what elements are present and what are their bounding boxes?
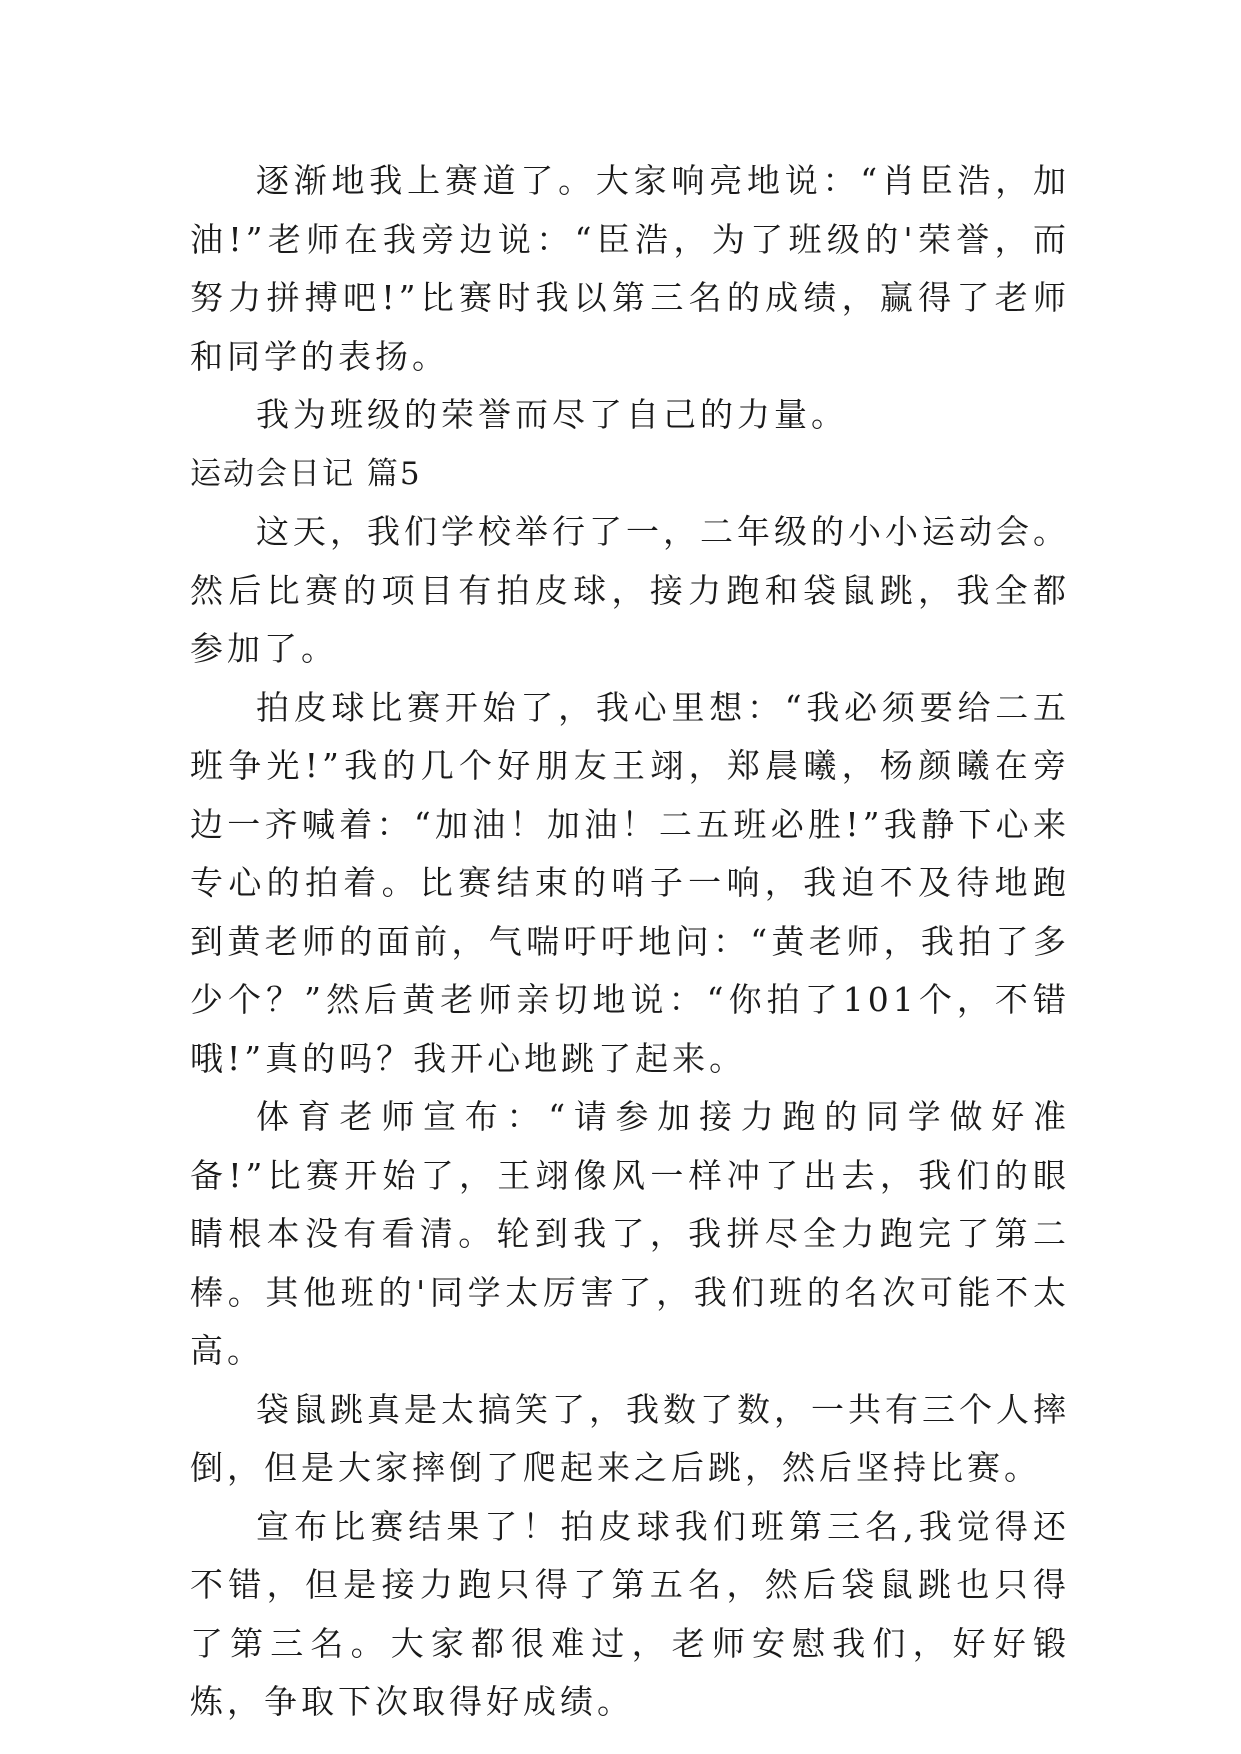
paragraph: 我为班级的荣誉而尽了自己的力量。 <box>256 395 848 434</box>
paragraph: 这天，我们学校举行了一，二年级的小小运动会。然后比赛的项目有拍皮球，接力跑和袋鼠跳，我全都参加了。 <box>190 512 1070 668</box>
paragraph: 袋鼠跳真是太搞笑了，我数了数，一共有三个人摔倒，但是大家摔倒了爬起来之后跳，然后坚持比赛。 <box>190 1389 1070 1487</box>
paragraph: 拍皮球比赛开始了，我心里想：“我必须要给二五班争光!”我的几个好朋友王翊，郑晨曦，杨颜曦在旁边一齐喊着：“加油！加油！二五班必胜!”我静下心来专心的拍着。比赛结束的哨子一响，我迫不及待地跑到黄老师的面前，气喘吁吁地问：“黄老师，我拍了多少个？”然后黄老师亲切地说：“你拍了101个，不错哦!”真的吗？我开心地跳了起来。 <box>190 687 1070 1078</box>
section-heading: 运动会日记 篇5 <box>190 455 422 492</box>
paragraph: 逐渐地我上赛道了。大家响亮地说：“肖臣浩，加油!”老师在我旁边说：“臣浩，为了班级的'荣誉，而努力拼搏吧!”比赛时我以第三名的成绩，赢得了老师和同学的表扬。 <box>190 161 1070 376</box>
document-body <box>190 152 1070 1732</box>
paragraph: 宣布比赛结果了！拍皮球我们班第三名,我觉得还不错，但是接力跑只得了第五名，然后袋鼠跳也只得了第三名。大家都很难过，老师安慰我们，好好锻炼，争取下次取得好成绩。 <box>190 1506 1070 1721</box>
paragraph: 体育老师宣布：“请参加接力跑的同学做好准备!”比赛开始了，王翊像风一样冲了出去，我们的眼睛根本没有看清。轮到我了，我拼尽全力跑完了第二棒。其他班的'同学太厉害了，我们班的名次可能不太高。 <box>190 1097 1070 1370</box>
